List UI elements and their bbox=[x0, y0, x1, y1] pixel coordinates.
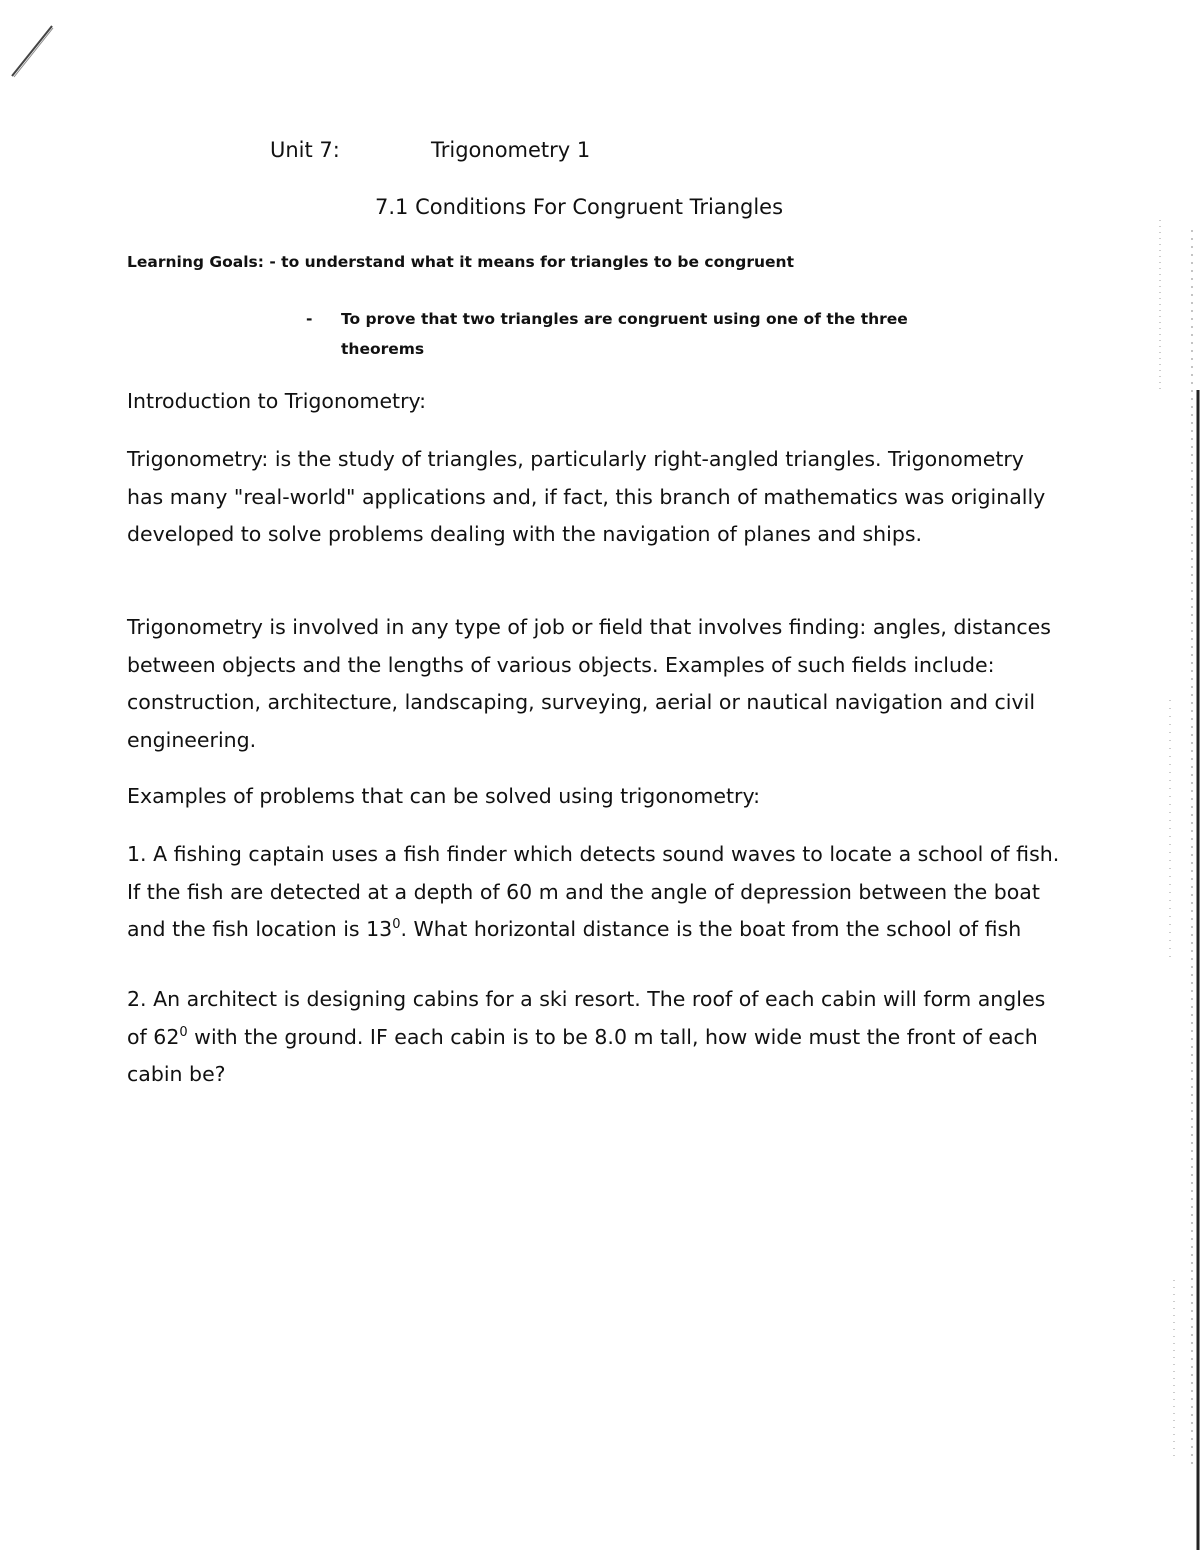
scan-edge-artifact bbox=[1130, 0, 1200, 1553]
degree-symbol: 0 bbox=[179, 1024, 188, 1040]
learning-goal-2: To prove that two triangles are congruent using one of the three theorems bbox=[341, 310, 908, 358]
goal-bullet: - bbox=[306, 310, 313, 328]
intro-paragraph-1: Trigonometry: is the study of triangles, particularly right-angled triangles. Trigonometry has many "real-world" applications and, if fact, this branch of mathematics was originally developed to solve problems dealing with the navigation of planes and ships. bbox=[127, 447, 1046, 546]
section-title: 7.1 Conditions For Congruent Triangles bbox=[375, 195, 784, 219]
learning-goal-1: - to understand what it means for triangles to be congruent bbox=[269, 253, 794, 271]
problem-1-text-end: . What horizontal distance is the boat from the school of fish bbox=[400, 917, 1022, 941]
examples-heading: Examples of problems that can be solved using trigonometry: bbox=[127, 784, 760, 808]
pen-stroke-mark bbox=[10, 22, 60, 82]
intro-paragraph-2: Trigonometry is involved in any type of job or field that involves finding: angles, distances between objects and the lengths of various objects. Examples of such fields include: construction, architecture, landscaping, surveying, aerial or nautical navigation and civil engineering. bbox=[127, 615, 1051, 752]
problem-2 bbox=[127, 981, 1062, 1094]
problem-1-text: 1. A fishing captain uses a fish finder which detects sound waves to locate a school of fish. If the fish are detected at a depth of 60 m and the angle of depression between the boat and the fish location is 13 bbox=[127, 842, 1060, 941]
problem-2-text: 2. An architect is designing cabins for a ski resort. The roof of each cabin will form angles of 62 bbox=[127, 987, 1046, 1049]
intro-heading: Introduction to Trigonometry: bbox=[127, 389, 427, 413]
problem-1 bbox=[127, 836, 1062, 949]
unit-heading bbox=[270, 138, 591, 162]
degree-symbol: 0 bbox=[392, 917, 401, 933]
problem-2-text-end: with the ground. IF each cabin is to be 8.0 m tall, how wide must the front of each cabin be? bbox=[127, 1024, 1038, 1086]
learning-goals bbox=[127, 253, 794, 271]
learning-goal-2-item bbox=[306, 304, 976, 364]
learning-goals-label: Learning Goals: bbox=[127, 253, 264, 271]
unit-title: Trigonometry 1 bbox=[431, 138, 591, 162]
unit-label: Unit 7: bbox=[270, 138, 340, 162]
